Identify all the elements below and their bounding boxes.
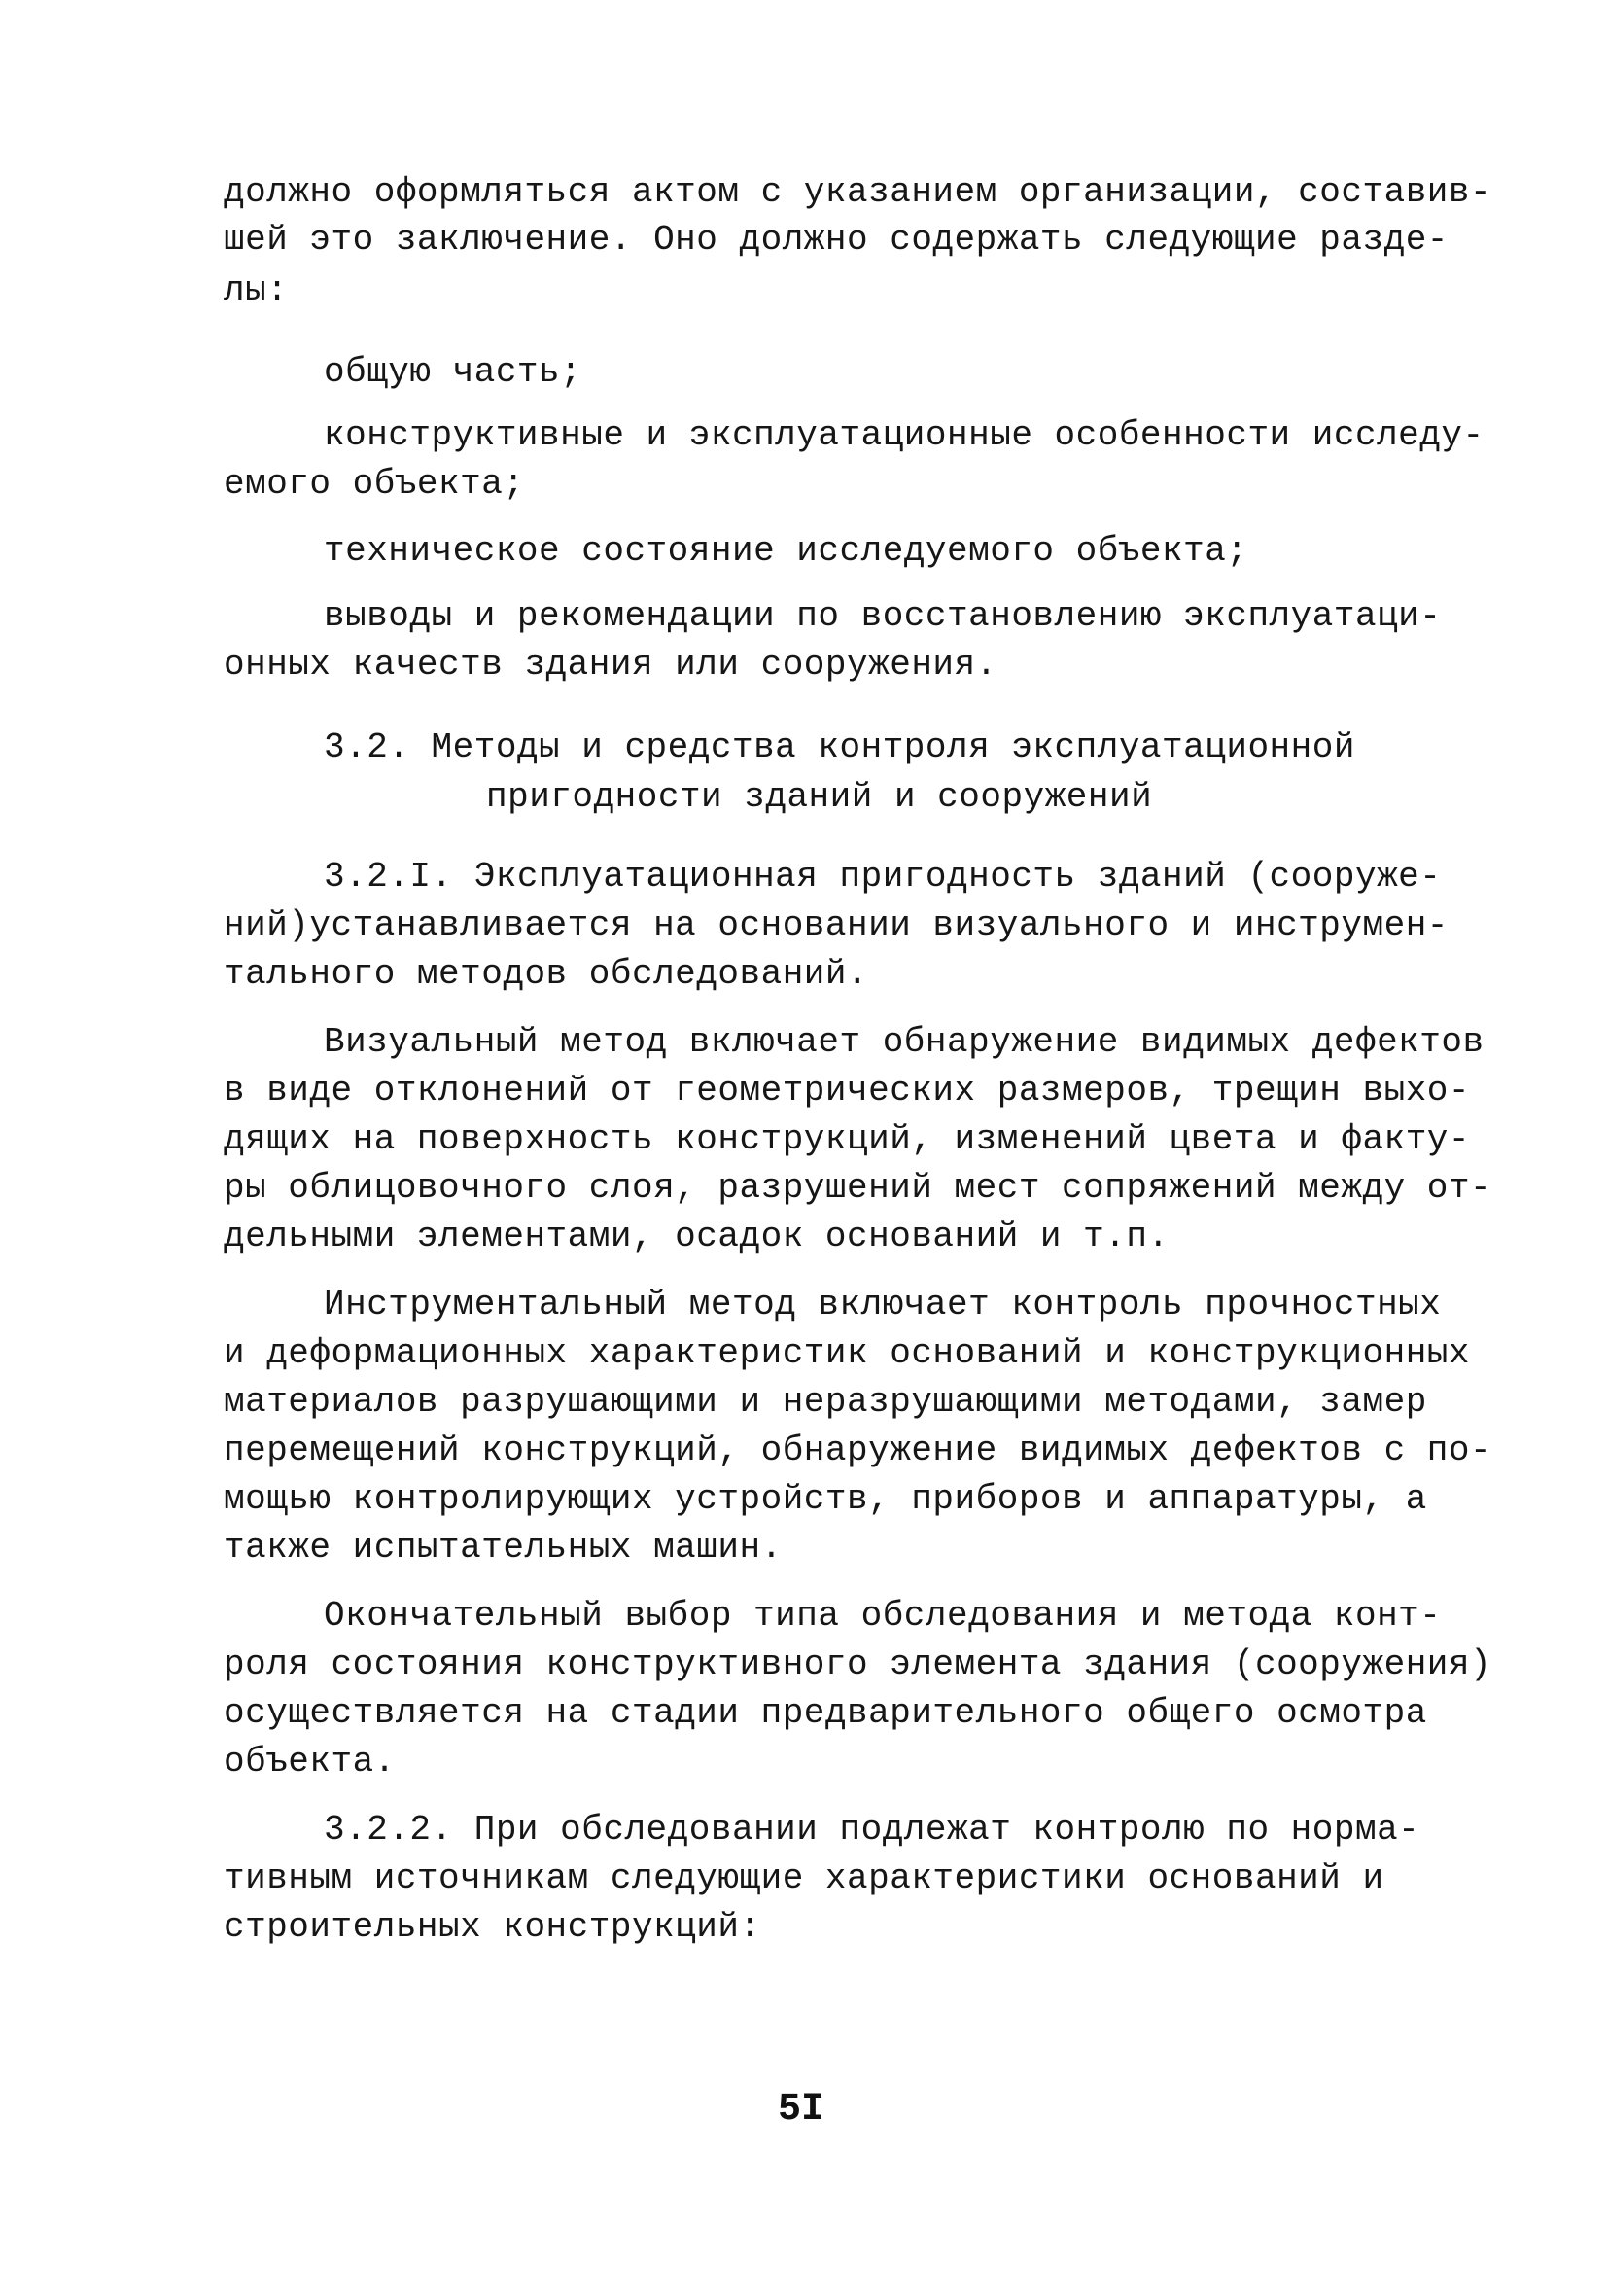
list-item-design-features-line-1: конструктивные и эксплуатационные особенности исследу- (324, 415, 1485, 455)
page-number: 5I (778, 2088, 825, 2132)
para-instrumental-line-5: мощью контролирующих устройств, приборов и аппаратуры, а (224, 1479, 1427, 1519)
list-item-general-part: общую часть; (324, 352, 582, 392)
section-heading-line-2: пригодности зданий и сооружений (486, 777, 1153, 817)
para-final-line-3: осуществляется на стадии предварительного общего осмотра (224, 1693, 1427, 1733)
para-instrumental-line-1: Инструментальный метод включает контроль прочностных (324, 1285, 1442, 1325)
para-321-line-1: 3.2.I. Эксплуатационная пригодность зданий (сооруже- (324, 857, 1442, 897)
para-instrumental-line-4: перемещений конструкций, обнаружение видимых дефектов с по- (224, 1431, 1492, 1470)
para-instrumental-line-2: и деформационных характеристик оснований и конструкционных (224, 1333, 1471, 1373)
list-item-conclusions-line-2: онных качеств здания или сооружения. (224, 645, 997, 685)
intro-line-1: должно оформляться актом с указанием организации, составив- (224, 172, 1492, 212)
para-322-line-3: строительных конструкций: (224, 1907, 761, 1947)
para-visual-line-3: дящих на поверхность конструкций, изменений цвета и факту- (224, 1119, 1471, 1159)
intro-line-3: лы: (224, 270, 289, 310)
para-visual-line-2: в виде отклонений от геометрических размеров, трещин выхо- (224, 1071, 1471, 1111)
para-322-line-1: 3.2.2. При обследовании подлежат контролю по норма- (324, 1810, 1420, 1850)
para-visual-line-1: Визуальный метод включает обнаружение видимых дефектов (324, 1022, 1485, 1062)
intro-line-2: шей это заключение. Оно должно содержать следующие разде- (224, 220, 1449, 260)
para-final-line-1: Окончательный выбор типа обследования и метода конт- (324, 1596, 1442, 1636)
list-item-technical-state: техническое состояние исследуемого объекта; (324, 531, 1248, 571)
list-item-conclusions-line-1: выводы и рекомендации по восстановлению эксплуатаци- (324, 596, 1442, 636)
list-item-design-features-line-2: емого объекта; (224, 464, 525, 504)
para-final-line-4: объекта. (224, 1742, 396, 1782)
para-instrumental-line-3: материалов разрушающими и неразрушающими методами, замер (224, 1382, 1427, 1422)
para-321-line-3: тального методов обследований. (224, 954, 869, 994)
section-heading-line-1: 3.2. Методы и средства контроля эксплуатационной (324, 727, 1355, 767)
para-final-line-2: роля состояния конструктивного элемента здания (сооружения) (224, 1644, 1492, 1684)
para-321-line-2: ний)устанавливается на основании визуального и инструмен- (224, 905, 1449, 945)
para-visual-line-5: дельными элементами, осадок оснований и т.п. (224, 1217, 1170, 1256)
para-322-line-2: тивным источникам следующие характеристики оснований и (224, 1858, 1384, 1898)
para-instrumental-line-6: также испытательных машин. (224, 1528, 783, 1568)
para-visual-line-4: ры облицовочного слоя, разрушений мест сопряжений между от- (224, 1168, 1492, 1208)
